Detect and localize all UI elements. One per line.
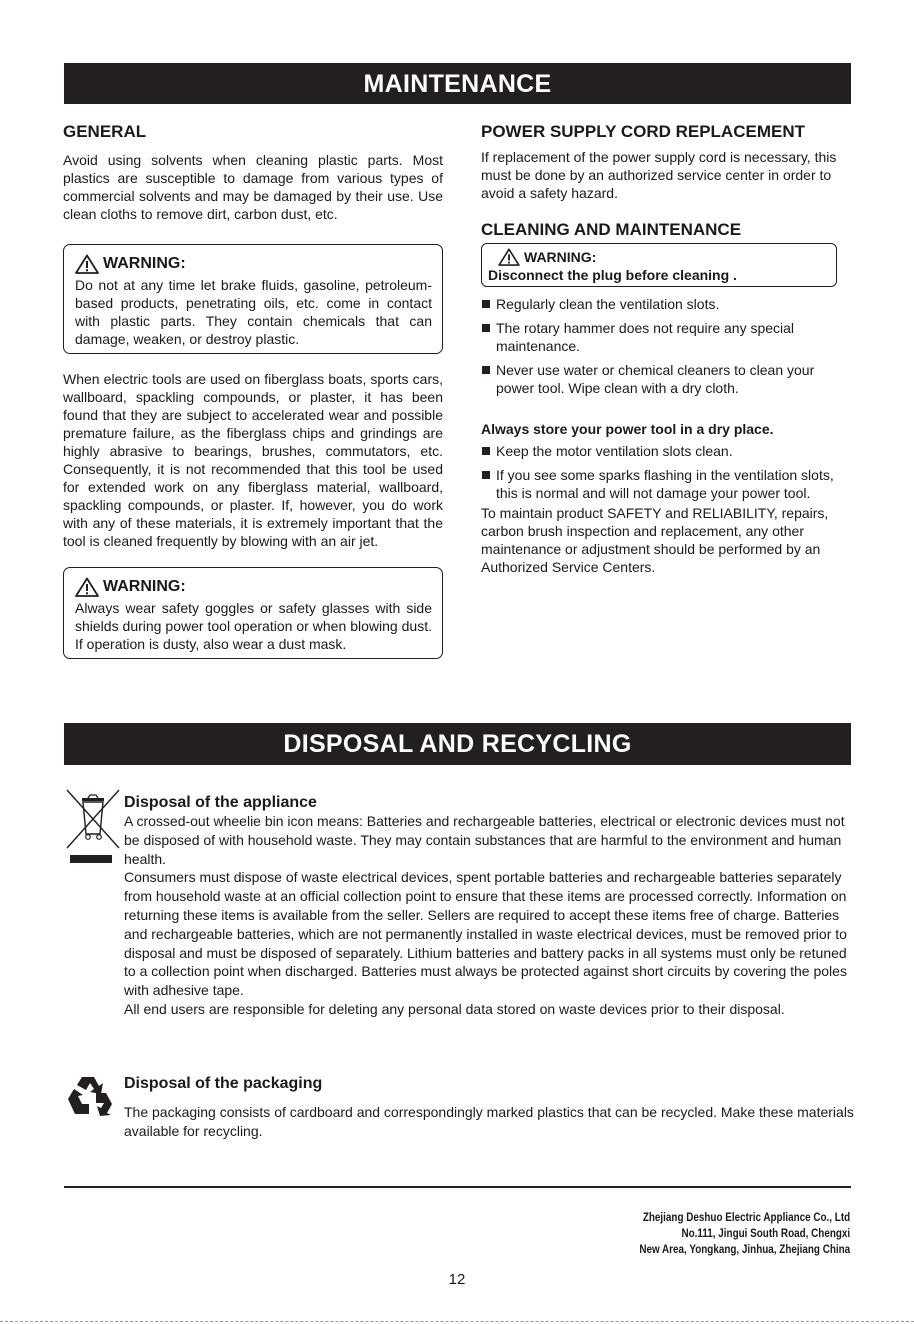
left-column <box>63 122 443 659</box>
warning-header <box>75 577 432 597</box>
warning-label: WARNING: <box>524 249 597 265</box>
warning-label: WARNING: <box>103 578 186 595</box>
disposal-appliance-section <box>124 794 859 1019</box>
list-item: The rotary hammer does not require any special maintenance. <box>481 319 837 355</box>
crossed-out-wheelie-bin-icon <box>62 785 124 871</box>
warning-triangle-icon <box>498 248 520 266</box>
general-text: Avoid using solvents when cleaning plastic parts. Most plastics are susceptible to damage from various types of commercial solvents and may be damaged by their use. Use clean cloths to remove dirt, carbon dust, etc. <box>63 152 443 222</box>
list-item: Regularly clean the ventilation slots. <box>481 295 837 313</box>
list-item: If you see some sparks flashing in the ventilation slots, this is normal and will not damage your power tool. <box>481 466 837 502</box>
warning-header <box>75 254 432 274</box>
footer-divider <box>64 1186 851 1188</box>
warning-header <box>488 248 828 266</box>
safety-text: To maintain product SAFETY and RELIABILITY, repairs, carbon brush inspection and replacement, any other maintenance or adjustment should be performed by an Authorized Service Centers. <box>481 505 829 575</box>
warning-box-unplug <box>481 243 837 287</box>
bullet-square-icon <box>482 366 490 374</box>
warning-label: WARNING: <box>103 255 186 272</box>
right-column <box>481 122 837 576</box>
company-street: No.111, Jingui South Road, Chengxi <box>681 1228 850 1240</box>
store-heading: Always store your power tool in a dry place. <box>481 421 774 437</box>
power-cord-text: If replacement of the power supply cord is necessary, this must be done by an authorized service center in order to avoid a safety hazard. <box>481 149 837 201</box>
disposal-paragraph: Consumers must dispose of waste electrical devices, spent portable batteries and rechargeable batteries separately from household waste at an official collection point to ensure that these items are processed correctly. Information on returning these items is available from the seller. Sellers are required to accept these items free of charge. Batteries and rechargeable batteries, which are not permanently installed in waste electrical devices, must be removed prior to disposal and must be disposed of separately. Lithium batteries and battery packs in all systems must only be retuned to a collection point when discharged. Batteries must always be protected against short circuits by covering the poles with adhesive tape. <box>124 869 847 999</box>
company-name: Zhejiang Deshuo Electric Appliance Co., Ltd <box>642 1212 850 1224</box>
disposal-banner: DISPOSAL AND RECYCLING <box>64 723 851 765</box>
warning-triangle-icon <box>75 577 99 597</box>
page-number: 12 <box>448 1271 466 1288</box>
bullet-square-icon <box>482 300 490 308</box>
warning-text-plastics: Do not at any time let brake fluids, gasoline, petroleum-based products, penetrating oils, etc. come in contact with plastic parts. They contain chemicals that can damage, weaken, or destroy plastic. <box>75 277 432 347</box>
cleaning-heading: CLEANING AND MAINTENANCE <box>481 220 742 239</box>
cleaning-bullet-list <box>481 295 837 397</box>
warning-box-goggles <box>63 567 443 659</box>
warning-text-goggles: Always wear safety goggles or safety glasses with side shields during power tool operation or when blowing dust. If operation is dusty, also wear a dust mask. <box>75 600 432 652</box>
warning-text-unplug: Disconnect the plug before cleaning . <box>488 267 737 283</box>
warning-box-plastics <box>63 244 443 354</box>
disposal-packaging-text: The packaging consists of cardboard and correspondingly marked plastics that can be recycled. Make these materials available for recycling. <box>124 1104 854 1139</box>
page-edge-dashed-line <box>0 1321 914 1322</box>
general-heading: GENERAL <box>63 122 147 141</box>
list-item: Never use water or chemical cleaners to clean your power tool. Wipe clean with a dry cloth. <box>481 361 837 397</box>
fiberglass-text: When electric tools are used on fiberglass boats, sports cars, wallboard, spackling compounds, or plaster, it has been found that they are subject to accelerated wear and possible premature failure, as the fiberglass chips and grindings are highly abrasive to bearings, brushes, commutators, etc. Consequently, it is not recommended that this tool be used for extended work on any fiberglass material, wallboard, spackling compounds, or plaster. If, however, you do work with any of these materials, it is extremely important that the tool is cleaned frequently by blowing with an air jet. <box>63 371 443 549</box>
maintenance-banner: MAINTENANCE <box>64 63 851 104</box>
disposal-appliance-heading: Disposal of the appliance <box>124 794 317 811</box>
storage-bullet-list <box>481 442 837 502</box>
power-cord-heading: POWER SUPPLY CORD REPLACEMENT <box>481 122 805 141</box>
company-address <box>639 1210 850 1258</box>
disposal-paragraph: All end users are responsible for deleting any personal data stored on waste devices prior to their disposal. <box>124 1000 785 1017</box>
disposal-packaging-section <box>124 1075 859 1141</box>
bullet-square-icon <box>482 324 490 332</box>
bullet-square-icon <box>482 471 490 479</box>
warning-triangle-icon <box>75 254 99 274</box>
recycle-icon <box>66 1075 114 1119</box>
disposal-paragraph: A crossed-out wheelie bin icon means: Batteries and rechargeable batteries, electrical or electronic devices must not be disposed of with household waste. They may contain substances that are harmful to the environment and human health. <box>124 813 845 867</box>
list-item: Keep the motor ventilation slots clean. <box>481 442 837 460</box>
company-area: New Area, Yongkang, Jinhua, Zhejiang China <box>639 1244 850 1256</box>
bullet-square-icon <box>482 447 490 455</box>
disposal-packaging-heading: Disposal of the packaging <box>124 1075 323 1092</box>
